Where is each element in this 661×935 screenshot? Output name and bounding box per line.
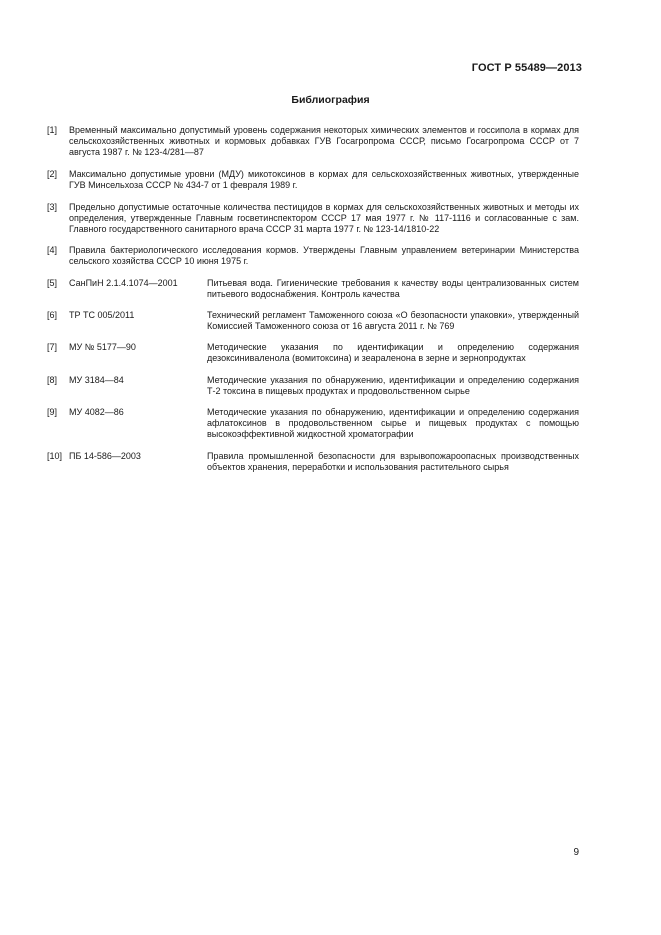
entry-text: Технический регламент Таможенного союза «О безопасности упаковки», утвержденный Комиссией Таможенного союза от 16 августа 2011 г. № 769 [207, 310, 579, 332]
entry-text: Предельно допустимые остаточные количества пестицидов в кормах для сельскохозяйственных животных и методы их определения, утвержденные Главным госветинспектором СССР 17 мая 1977 г. № 117-1116 и согласованные с зам. Главного государственного санитарного врача СССР 31 марта 1977 г. № 123-14/1810-22 [69, 202, 579, 235]
entry-text: Временный максимально допустимый уровень содержания некоторых химических элементов и госсипола в кормах для сельскохозяйственных животных и кормовых добавках ГУВ Госагропрома СССР, письмо Госагропрома СССР от 7 августа 1987 г. № 123-4/281—87 [69, 125, 579, 158]
entry-text: Правила промышленной безопасности для взрывопожароопасных производственных объектов хранения, переработки и использования растительного сырья [207, 451, 579, 473]
entry-code: МУ № 5177—90 [69, 342, 136, 352]
entry-code: СанПиН 2.1.4.1074—2001 [69, 278, 178, 288]
entry-text: Максимально допустимые уровни (МДУ) микотоксинов в кормах для сельскохозяйственных животных, утвержденные ГУВ Минсельхоза СССР № 434-7 от 1 февраля 1989 г. [69, 169, 579, 191]
entry-code: МУ 4082—86 [69, 407, 124, 417]
standard-code: ГОСТ Р 55489—2013 [471, 62, 582, 74]
entry-code: ТР ТС 005/2011 [69, 310, 135, 320]
entry-number: [8] [47, 375, 58, 385]
entry-number: [2] [47, 169, 58, 179]
entry-text: Питьевая вода. Гигиенические требования к качеству воды централизованных систем питьевого водоснабжения. Контроль качества [207, 278, 579, 300]
entry-number: [7] [47, 342, 58, 352]
entry-text: Методические указания по идентификации и определению содержания дезоксиниваленола (вомитоксина) и зеараленона в зерне и зернопродуктах [207, 342, 579, 364]
entry-code: МУ 3184—84 [69, 375, 124, 385]
entry-number: [10] [47, 451, 63, 461]
entry-text: Методические указания по обнаружению, идентификации и определению содержания афлатоксинов в продовольственном сырье и пищевых продуктах с помощью высокоэффективной жидкостной хроматографии [207, 407, 579, 440]
entry-number: [1] [47, 125, 58, 135]
entry-number: [3] [47, 202, 58, 212]
entry-number: [9] [47, 407, 58, 417]
entry-text: Правила бактериологического исследования кормов. Утверждены Главным управлением ветеринарии Министерства сельского хозяйства СССР 10 июня 1975 г. [69, 245, 579, 267]
entry-number: [6] [47, 310, 58, 320]
entry-code: ПБ 14-586—2003 [69, 451, 141, 461]
page-number: 9 [573, 847, 579, 858]
entry-number: [4] [47, 245, 58, 255]
page-title: Библиография [291, 94, 370, 106]
entry-number: [5] [47, 278, 58, 288]
entry-text: Методические указания по обнаружению, идентификации и определению содержания Т-2 токсина в пищевых продуктах и продовольственном сырье [207, 375, 579, 397]
